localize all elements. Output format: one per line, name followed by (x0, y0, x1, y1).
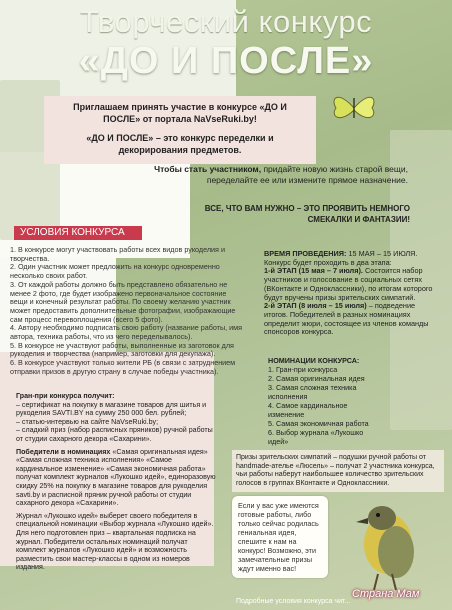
intro-card (44, 96, 316, 164)
page-title-line2: «ДО И ПОСЛЕ» (78, 40, 374, 82)
audience-prize-text: Призы зрительских симпатий – подушки ручной работы от handmade-ателье «Люсель» – получат 2 участника конкурса, чьи работы наберут наибольшее количество зрительских голосов в группах ВКонтакте и Одноклассники. (232, 450, 444, 492)
page-title-line1: Творческий конкурс (79, 4, 373, 39)
speech-bubble: Если у вас уже имеются готовые работы, либо только сейчас родилась гениальная идея, спешите к нам на конкурс! Возможно, эти замечательные призы ждут именно вас! (232, 496, 328, 578)
stage2-label: 2-й ЭТАП (8 июля – 15 июля) (264, 301, 367, 311)
nomination-item: 2. Самая оригинальная идея (268, 374, 365, 383)
nominations-list (268, 356, 378, 446)
winners-text: «Самая оригинальная идея» «Самая сложная техника исполнения» «Самое кардинальное изменение» «Самая экономичная работа» получат комплект журналов «Лукошко идей», единоразовую скидку 25% на покупку в магазине товаров для рукоделия savti.by и расписной пряник ручной работы от студии сахарного декора «Сахарини». (16, 447, 216, 508)
participants-rest: придайте новую жизнь старой вещи, переделайте ее или измените прямое назначение. (206, 164, 408, 185)
journal-text: Журнал «Лукошко идей» выберет своего победителя в специальной номинации «Выбор журнала «Лукошко идей». Для него подготовлен приз – квартальная подписка на журнал. Победители остальных номинаций получат комплект журналов «Лукошко идей» и возможность разместить свои мастер-классы в одном из номеров издания. (16, 511, 214, 572)
nomination-item: 5. Самая экономичная работа (268, 419, 369, 428)
conditions-list (10, 246, 242, 377)
nominations-heading: НОМИНАЦИИ КОНКУРСА: (268, 356, 360, 365)
grand-prize-line: – сертификат на покупку в магазине товаров для шитья и рукоделия SAVTI.BY на сумму 250 000 бел. рублей; (16, 400, 207, 418)
conditions-item: 3. От каждой работы должно быть представлено обязательно не менее 2 фото, где будет изображено первоначальное состояние вещи и конечный результат работы. По своему желанию участник может предоставить дополнительные фотографии, изображающие сам процесс перевоплощения (всего 5 фото). (10, 279, 236, 324)
timing-dates: 15 МАЯ – 15 ИЮЛЯ. (348, 249, 418, 258)
grand-prize-text (16, 392, 216, 572)
bottom-note: Подробные условия конкурса чит... (236, 598, 351, 605)
timing-text (264, 250, 440, 337)
stage1-text: Состоится набор участников и голосование в социальных сетях (ВКонтакте и Одноклассники), по итогам которого будут вручены призы зрительских симпатий. (264, 266, 433, 302)
stage2-text: – подведение итогов. Победителей в разных номинациях определит жюри, состоящее из членов команды спонсоров конкурса. (264, 301, 429, 337)
butterfly-icon (328, 88, 380, 130)
participants-text (108, 164, 408, 206)
nomination-item: 4. Самое кардинальное изменение (268, 401, 348, 419)
nomination-item: 6. Выбор журнала «Лукошко идей» (268, 428, 364, 446)
timing-intro: Конкурс будет проходить в два этапа: (264, 257, 392, 267)
nomination-item: 1. Гран-при конкурса (268, 365, 338, 374)
grand-prize-heading: Гран-при конкурса получит: (16, 392, 115, 400)
bird-illustration (338, 482, 434, 592)
intro-line2: «ДО И ПОСЛЕ» – это конкурс переделки и декорирования предметов. (86, 133, 274, 155)
conditions-item: 1. В конкурсе могут участвовать работы всех видов рукоделия и творчества. (10, 245, 225, 263)
conditions-item: 4. Автору необходимо подписать свою работу (название работы, имя автора, техника работы, что из чего переделывалось). (10, 323, 242, 342)
intro-line1: Приглашаем принять участие в конкурсе «ДО И ПОСЛЕ» от портала NaVseRuki.by! (73, 102, 287, 124)
winners-label: Победители в номинациях (16, 447, 111, 456)
participants-bold: Чтобы стать участником, (154, 164, 262, 174)
nomination-item: 3. Самая сложная техника исполнения (268, 383, 357, 401)
watermark-logo: Страна Мам (352, 588, 420, 600)
conditions-item: 2. Один участник может предложить на конкурс одновременно несколько своих работ. (10, 262, 220, 281)
conditions-item: 6. В конкурсе участвуют только жители РБ (в связи с затруднением отправки призов в другую страну в случае победы участника). (10, 358, 236, 376)
grand-prize-line: – статью-интервью на сайте NaVseRuki.by; (16, 417, 159, 426)
need-text: ВСЕ, ЧТО ВАМ НУЖНО – ЭТО ПРОЯВИТЬ НЕМНОГО СМЕКАЛКИ И ФАНТАЗИИ! (204, 204, 410, 224)
stage1-label: 1-й ЭТАП (15 мая – 7 июля). (264, 266, 363, 276)
grand-prize-line: – сладкий приз (набор расписных пряников) ручной работы от студии сахарного декора «Сахарини». (16, 426, 213, 443)
conditions-item: 5. В конкурсе не участвуют работы, выполненные из заготовок для рукоделия и творчества (например, заготовки для декупажа). (10, 340, 234, 359)
conditions-heading: УСЛОВИЯ КОНКУРСА (14, 226, 142, 240)
timing-label: ВРЕМЯ ПРОВЕДЕНИЯ: (264, 249, 347, 258)
